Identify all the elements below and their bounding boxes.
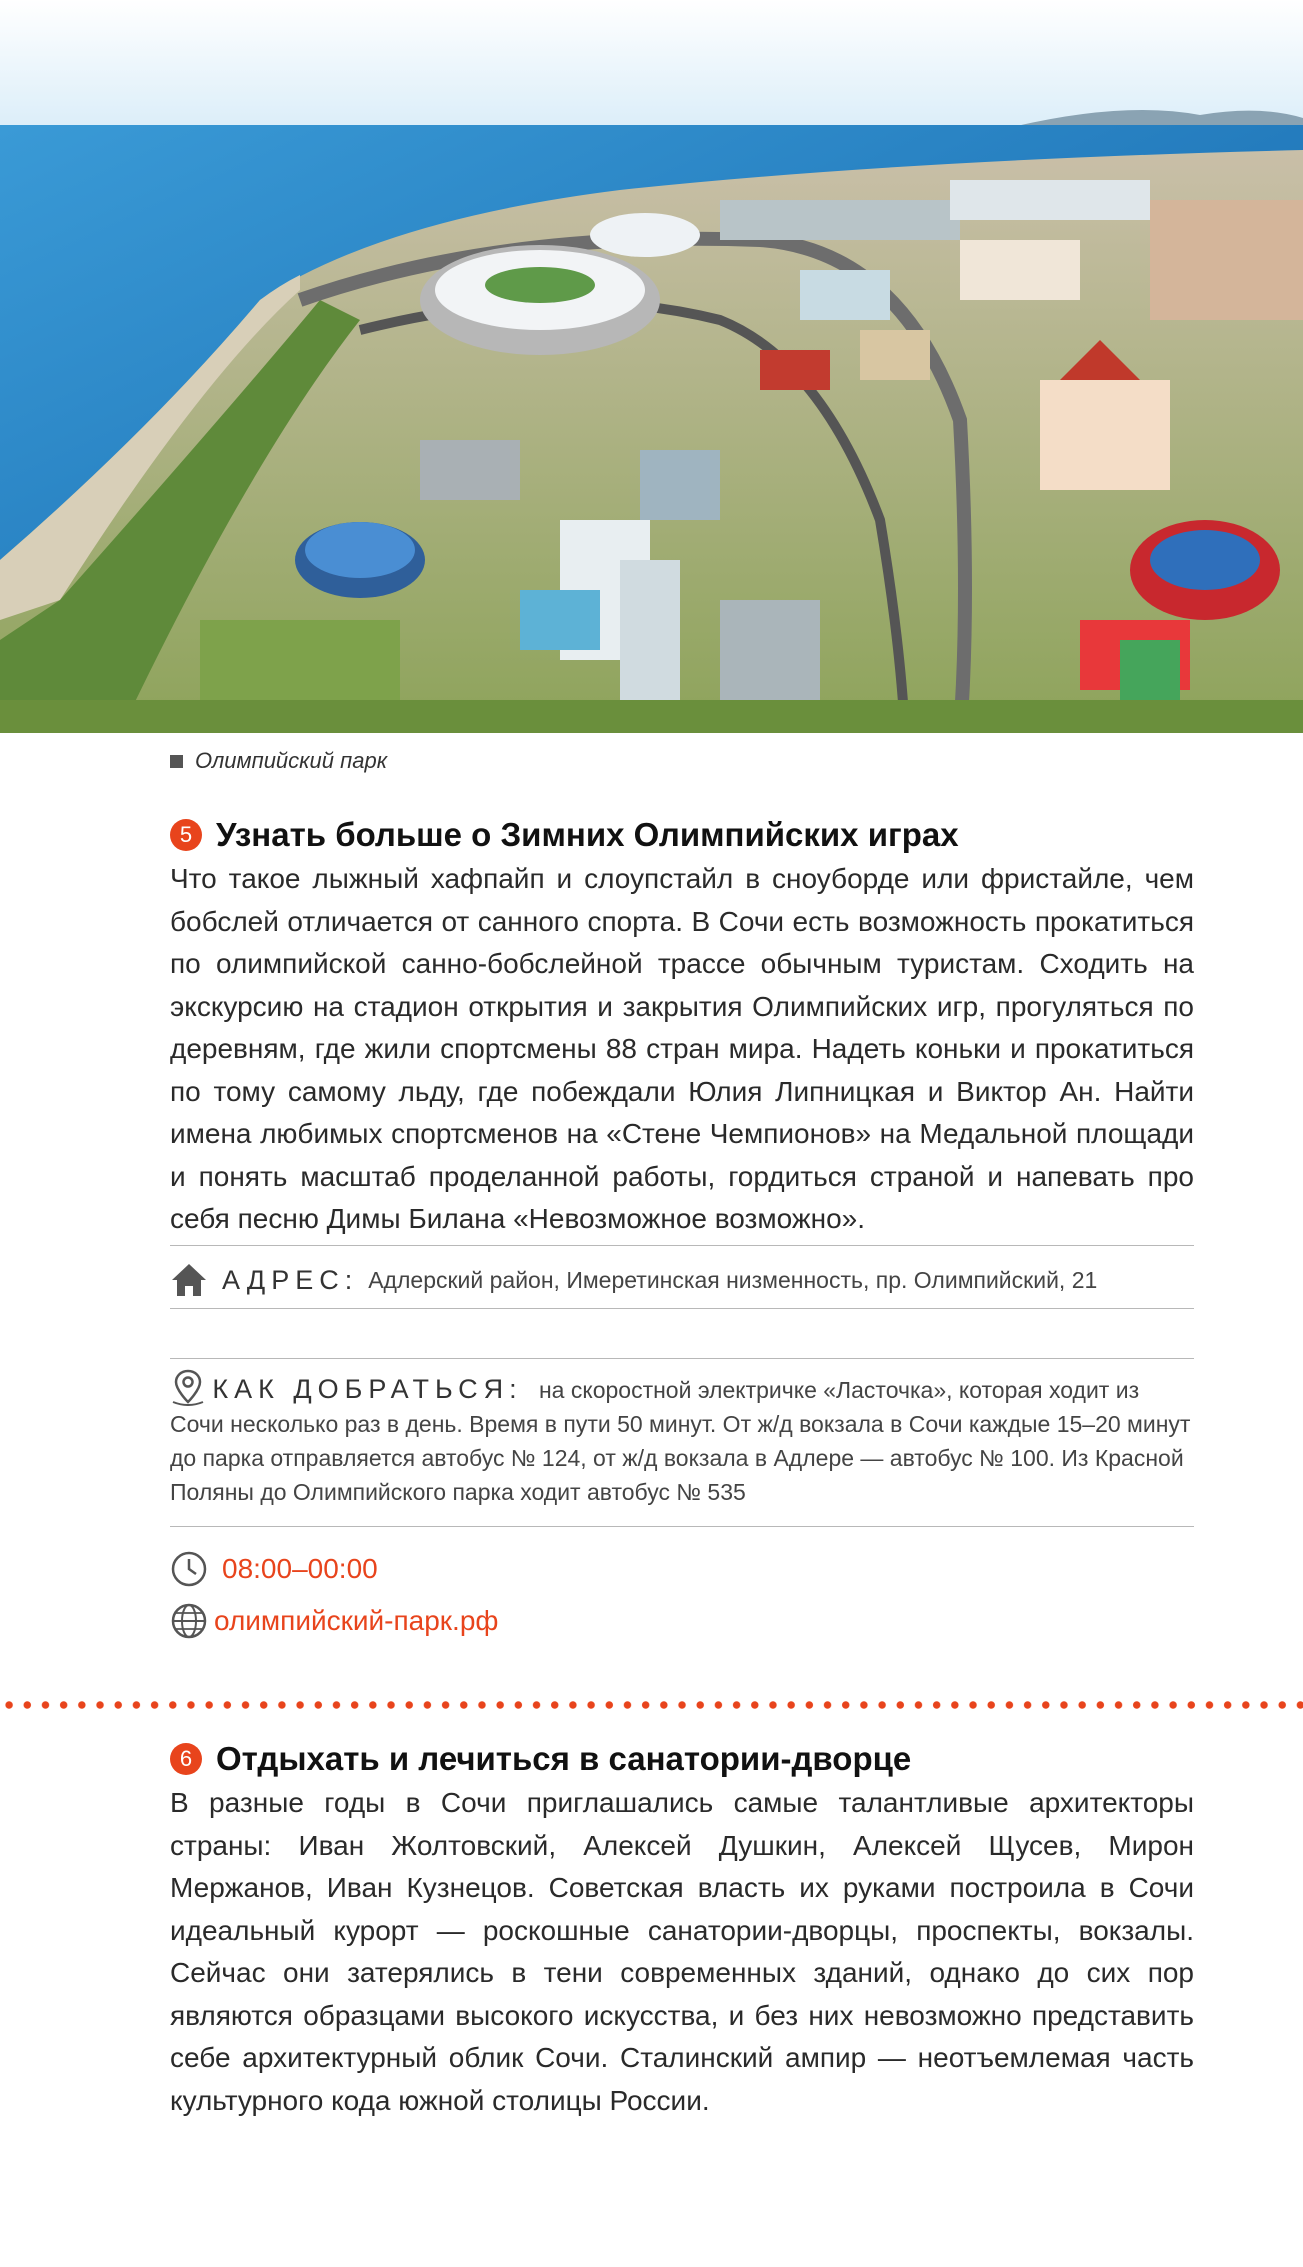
aerial-photo-icon	[0, 0, 1303, 733]
address-row	[170, 1255, 1194, 1305]
divider-line	[170, 1358, 1194, 1359]
dotted-separator	[0, 1700, 1303, 1710]
divider-line	[170, 1245, 1194, 1246]
section-heading	[170, 1740, 1194, 1778]
opening-hours: 08:00–00:00	[222, 1553, 378, 1584]
divider-line	[170, 1526, 1194, 1527]
hours-row	[170, 1550, 1194, 1588]
section-heading	[170, 816, 1194, 854]
section-number-badge: 6	[170, 1743, 202, 1775]
square-bullet-icon	[170, 755, 183, 768]
website-link[interactable]: олимпийский-парк.рф	[214, 1605, 499, 1636]
section-olympic	[170, 816, 1194, 1241]
route-label: КАК ДОБРАТЬСЯ:	[212, 1374, 523, 1404]
address-value: Адлерский район, Имеретинская низменность, пр. Олимпийский, 21	[368, 1266, 1098, 1293]
section-title: Отдыхать и лечиться в санатории-дворце	[216, 1740, 912, 1777]
photo-caption	[170, 748, 387, 774]
section-title: Узнать больше о Зимних Олимпийских играх	[216, 816, 959, 853]
address-label: АДРЕС:	[222, 1264, 359, 1295]
clock-icon	[170, 1550, 208, 1588]
route-row	[170, 1368, 1194, 1509]
olympic-park-photo	[0, 0, 1303, 733]
globe-icon	[170, 1602, 208, 1640]
home-icon	[170, 1262, 208, 1298]
section-body: Что такое лыжный хафпайп и слоупстайл в сноуборде или фристайле, чем бобслей отличается от санного спорта. В Сочи есть возможность прокатиться по олимпийской санно-бобслейной трассе обычным туристам. Сходить на экскурсию на стадион открытия и закрытия Олимпийских игр, прогуляться по деревням, где жили спортсмены 88 стран мира. Надеть коньки и прокатиться по тому самому льду, где побеждали Юлия Липницкая и Виктор Ан. Найти имена любимых спортсменов на «Стене Чемпионов» на Медальной площади и понять масштаб проделанной работы, гордиться страной и напевать про себя песню Димы Билана «Невозможное возможно».	[170, 863, 1194, 1234]
website-row	[170, 1602, 1194, 1640]
section-body: В разные годы в Сочи приглашались самые талантливые архитекторы страны: Иван Жолтовский, Алексей Душкин, Алексей Щусев, Мирон Мержанов, Иван Кузнецов. Советская власть их руками построила в Сочи идеальный курорт — роскошные санатории-дворцы, проспекты, вокзалы. Сейчас они затерялись в тени современных зданий, однако до сих пор являются образцами высокого искусства, и без них невозможно представить себе архитектурный облик Сочи. Сталинский ампир — неотъемлемая часть культурного кода южной столицы России.	[170, 1787, 1194, 2116]
route-value: на скоростной электричке «Ласточка», которая ходит из Сочи несколько раз в день. Время в пути 50 минут. От ж/д вокзала в Сочи каждые 15–20 минут до парка отправляется автобус № 124, от ж/д вокзала в Адлере — автобус № 100. Из Красной Поляны до Олимпийского парка ходит автобус № 535	[170, 1377, 1191, 1505]
location-pin-icon	[170, 1368, 206, 1406]
divider-line	[170, 1308, 1194, 1309]
section-sanatorium	[170, 1740, 1194, 2122]
caption-text: Олимпийский парк	[195, 748, 388, 773]
section-number-badge: 5	[170, 819, 202, 851]
